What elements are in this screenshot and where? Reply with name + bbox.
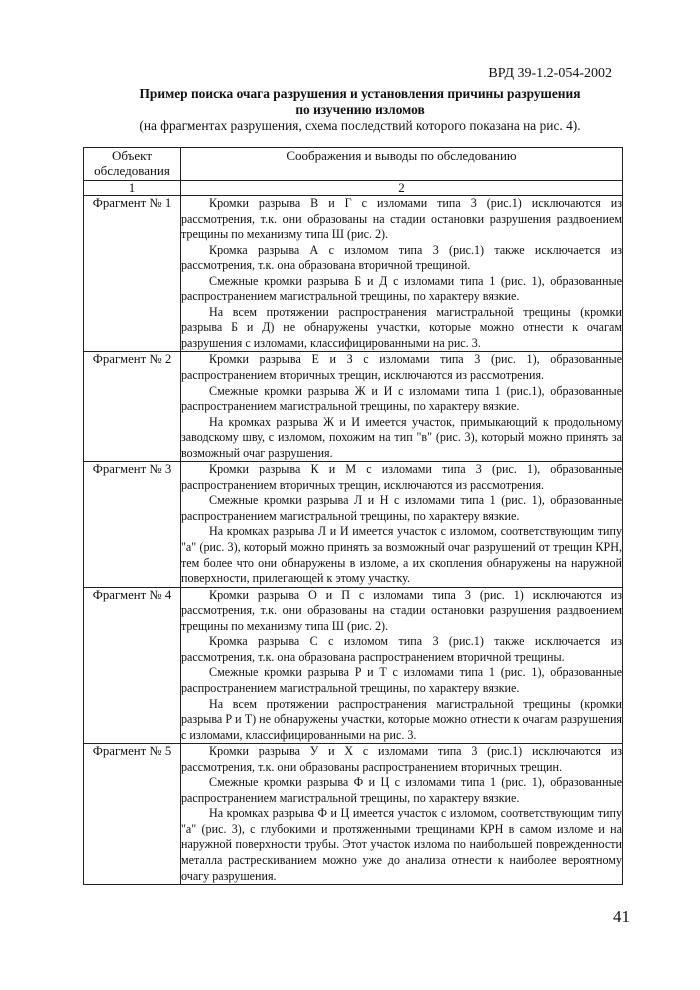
column-header-findings: Соображения и выводы по обследованию <box>181 148 623 181</box>
table-number-row <box>84 181 623 196</box>
finding-paragraph: Кромки разрыва Е и З с изломами типа 3 (рис. 1), образованные распространением вторичных трещин, исключаются из рассмотрения. <box>181 352 622 383</box>
finding-paragraph: Кромки разрыва К и М с изломами типа 3 (рис. 1), образованные распространением вторичных трещин, исключаются из рассмотрения. <box>181 462 622 492</box>
fragment-findings <box>181 196 623 352</box>
fragment-findings <box>181 462 623 587</box>
finding-paragraph: Смежные кромки разрыва Ф и Ц с изломами типа 1 (рис. 1), образованные распространением магистральной трещины, по характеру вязкие. <box>181 775 622 805</box>
finding-paragraph: Смежные кромки разрыва Ж и И с изломами типа 1 (рис.1), образованные распространением магистральной трещины, по характеру вязкие. <box>181 383 622 414</box>
fragment-findings <box>181 744 623 885</box>
finding-paragraph: Смежные кромки разрыва Р и Т с изломами типа 1 (рис. 1), образованные распространением магистральной трещины, по характеру вязкие. <box>181 665 622 695</box>
table-row <box>84 462 623 587</box>
fragment-label: Фрагмент № 3 <box>84 462 181 587</box>
finding-paragraph: Кромки разрыва О и П с изломами типа 3 (рис. 1) исключаются из рассмотрения, т.к. они образованы на стадии остановки разрушения раздвоением трещины по механизму типа Ш (рис. 2). <box>181 587 622 633</box>
finding-paragraph: На кромках разрыва Л и И имеется участок с изломом, соответствующим типу "а" (рис. 3), который можно принять за возможный очаг разрушений от трещин КРН, тем более что они обнаружены в изломе, а их скопления обнаружены на наружной поверхности, прилегающей к этому участку. <box>181 524 622 586</box>
finding-paragraph: На кромках разрыва Ж и И имеется участок, примыкающий к продольному заводскому шву, с изломом, похожим на тип "в" (рис. 3), который можно принять за возможный очаг разрушения. <box>181 414 622 460</box>
findings-table <box>83 147 623 885</box>
finding-paragraph: Кромки разрыва В и Г с изломами типа 3 (рис.1) исключаются из рассмотрения, т.к. они образованы на стадии остановки разрушения раздвоением трещины по механизму типа Ш (рис. 2). <box>181 196 622 242</box>
fragment-label: Фрагмент № 2 <box>84 352 181 462</box>
fragment-label: Фрагмент № 4 <box>84 587 181 743</box>
finding-paragraph: Кромка разрыва А с изломом типа 3 (рис.1) также исключается из рассмотрения, т.к. она образована вторичной трещиной. <box>181 242 622 273</box>
finding-paragraph: На всем протяжении распространения магистральной трещины (кромки разрыва Р и Т) не обнаружены участки, которые можно отнести к очагам разрушения с изломами, классифицированными на рис. 3. <box>181 696 622 742</box>
finding-paragraph: На всем протяжении распространения магистральной трещины (кромки разрыва Б и Д) не обнаружены участки, которые можно отнести к очагам разрушения с изломами, классифицированными на рис. 3. <box>181 304 622 350</box>
finding-paragraph: Смежные кромки разрыва Б и Д с изломами типа 1 (рис. 1), образованные распространением магистральной трещины, по характеру вязкие. <box>181 273 622 304</box>
finding-paragraph: Кромки разрыва У и Х с изломами типа 3 (рис.1) исключаются из рассмотрения, т.к. они образованы распространением вторичных трещин. <box>181 744 622 774</box>
finding-paragraph: Кромка разрыва С с изломом типа 3 (рис.1) также исключается из рассмотрения, т.к. она образована распространением вторичной трещины. <box>181 634 622 664</box>
fragment-findings <box>181 352 623 462</box>
table-row <box>84 196 623 352</box>
document-code: ВРД 39-1.2-054-2002 <box>488 66 612 81</box>
column-number-1: 1 <box>84 181 181 196</box>
page-subtitle: (на фрагментах разрушения, схема последствий которого показана на рис. 4). <box>139 118 581 133</box>
finding-paragraph: Смежные кромки разрыва Л и Н с изломами типа 1 (рис. 1), образованные распространением магистральной трещины, по характеру вязкие. <box>181 493 622 523</box>
fragment-label: Фрагмент № 5 <box>84 744 181 885</box>
fragment-label: Фрагмент № 1 <box>84 196 181 352</box>
table-header-row <box>84 148 623 181</box>
table-row <box>84 744 623 885</box>
table-row <box>84 587 623 743</box>
title-line-2: по изучению изломов <box>295 102 425 117</box>
title-line-1: Пример поиска очага разрушения и установления причины разрушения <box>139 86 581 101</box>
column-header-object: Объект обследования <box>84 148 181 181</box>
finding-paragraph: На кромках разрыва Ф и Ц имеется участок с изломом, соответствующим типу "а" (рис. 3), с глубокими и протяженными трещинами КРН в самом изломе и на наружной поверхности трубы. Этот участок излома по наибольшей поврежденности металла растрескиванием можно уже до анализа отнести к наиболее вероятному очагу разрушения. <box>181 806 622 883</box>
page-number: 41 <box>613 907 630 926</box>
table-row <box>84 352 623 462</box>
page-title <box>80 86 640 118</box>
column-number-2: 2 <box>181 181 623 196</box>
fragment-findings <box>181 587 623 743</box>
